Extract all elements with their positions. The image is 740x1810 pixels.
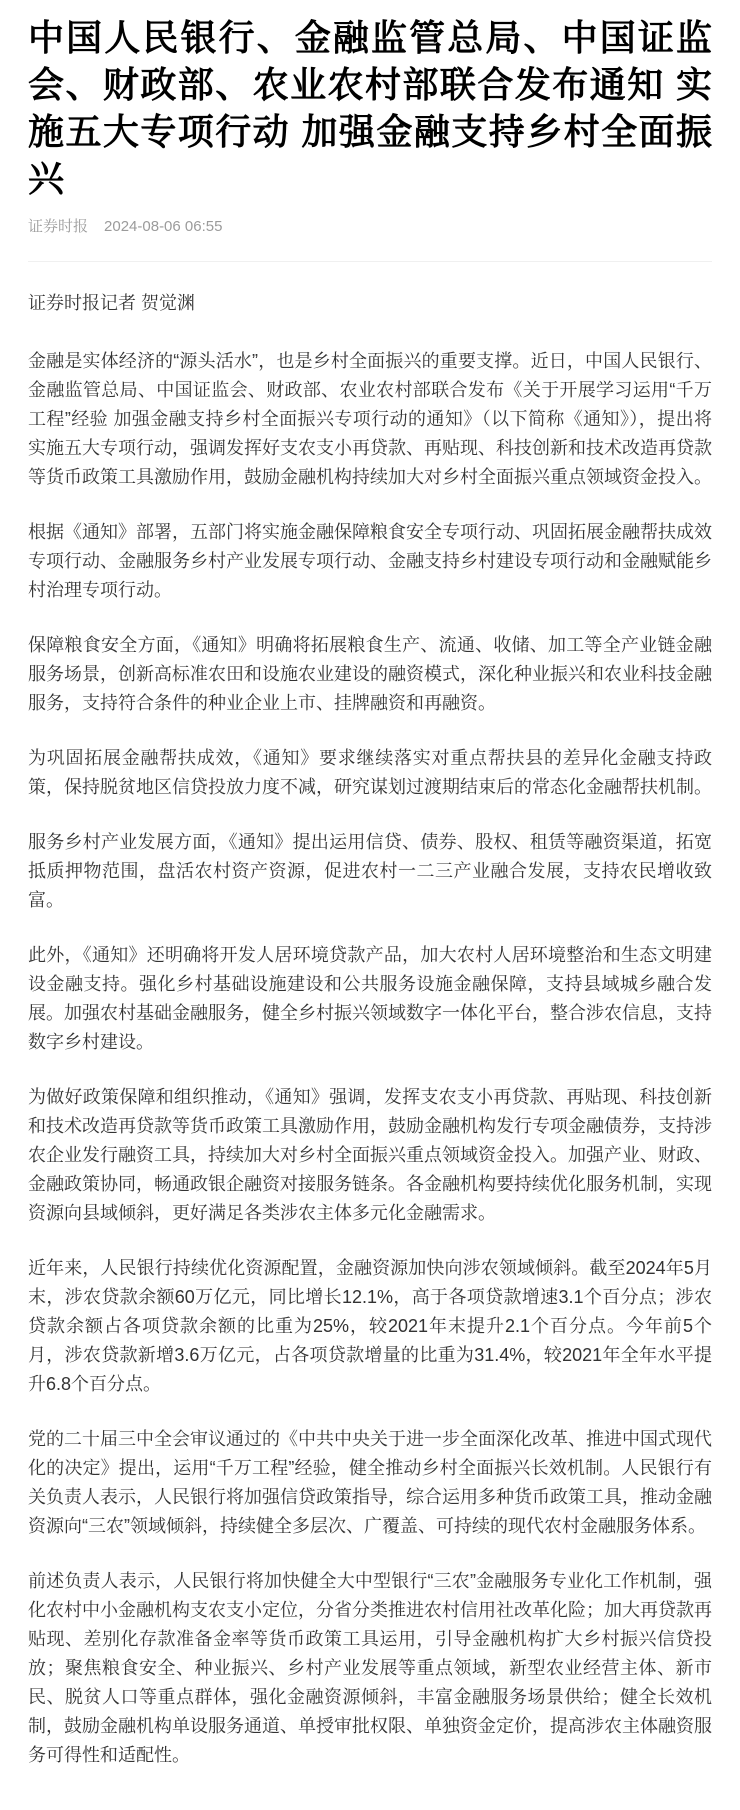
source-name: 证券时报 (28, 218, 89, 235)
article-meta (28, 216, 712, 237)
article-title: 中国人民银行、金融监管总局、中国证监会、财政部、农业农村部联合发布通知 实施五大专项行动 加强金融支持乡村全面振兴 (28, 17, 712, 199)
paragraph: 保障粮食安全方面，《通知》明确将拓展粮食生产、流通、收储、加工等全产业链金融服务场景，创新高标准农田和设施农业建设的融资模式，深化种业振兴和农业科技金融服务，支持符合条件的种业企业上市、挂牌融资和再融资。 (28, 635, 712, 713)
article-body (28, 289, 712, 1770)
meta-divider (28, 261, 712, 262)
paragraph: 前述负责人表示，人民银行将加快健全大中型银行“三农”金融服务专业化工作机制，强化农村中小金融机构支农支小定位，分省分类推进农村信用社改革化险；加大再贷款再贴现、差别化存款准备金率等货币政策工具运用，引导金融机构扩大乡村振兴信贷投放；聚焦粮食安全、种业振兴、乡村产业发展等重点领域，新型农业经营主体、新市民、脱贫人口等重点群体，强化金融资源倾斜，丰富金融服务场景供给；健全长效机制，鼓励金融机构单设服务通道、单授审批权限、单独资金定价，提高涉农主体融资服务可得性和适配性。 (28, 1571, 712, 1765)
paragraph: 根据《通知》部署，五部门将实施金融保障粮食安全专项行动、巩固拓展金融帮扶成效专项行动、金融服务乡村产业发展专项行动、金融支持乡村建设专项行动和金融赋能乡村治理专项行动。 (28, 522, 712, 600)
paragraph: 服务乡村产业发展方面，《通知》提出运用信贷、债券、股权、租赁等融资渠道，拓宽抵质押物范围，盘活农村资产资源，促进农村一二三产业融合发展，支持农民增收致富。 (28, 832, 712, 910)
paragraph: 党的二十届三中全会审议通过的《中共中央关于进一步全面深化改革、推进中国式现代化的决定》提出，运用“千万工程”经验，健全推动乡村全面振兴长效机制。人民银行有关负责人表示，人民银行将加强信贷政策指导，综合运用多种货币政策工具，推动金融资源向“三农”领域倾斜，持续健全多层次、广覆盖、可持续的现代农村金融服务体系。 (28, 1429, 712, 1536)
paragraph: 为巩固拓展金融帮扶成效，《通知》要求继续落实对重点帮扶县的差异化金融支持政策，保持脱贫地区信贷投放力度不减，研究谋划过渡期结束后的常态化金融帮扶机制。 (28, 748, 712, 797)
paragraph: 近年来，人民银行持续优化资源配置，金融资源加快向涉农领域倾斜。截至2024年5月末，涉农贷款余额60万亿元，同比增长12.1%，高于各项贷款增速3.1个百分点；涉农贷款余额占各项贷款余额的比重为25%，较2021年末提升2.1个百分点。今年前5个月，涉农贷款新增3.6万亿元，占各项贷款增量的比重为31.4%，较2021年全年水平提升6.8个百分点。 (28, 1258, 712, 1394)
byline: 证券时报记者 贺觉渊 (28, 293, 196, 313)
paragraph: 金融是实体经济的“源头活水”，也是乡村全面振兴的重要支撑。近日，中国人民银行、金融监管总局、中国证监会、财政部、农业农村部联合发布《关于开展学习运用“千万工程”经验 加强金融支持乡村全面振兴专项行动的通知》（以下简称《通知》），提出将实施五大专项行动，强调发挥好支农支小再贷款、再贴现、科技创新和技术改造再贷款等货币政策工具激励作用，鼓励金融机构持续加大对乡村全面振兴重点领域资金投入。 (28, 351, 712, 487)
publish-time: 2024-08-06 06:55 (104, 218, 223, 235)
paragraph: 为做好政策保障和组织推动，《通知》强调，发挥支农支小再贷款、再贴现、科技创新和技术改造再贷款等货币政策工具激励作用，鼓励金融机构发行专项金融债券，支持涉农企业发行融资工具，持续加大对乡村全面振兴重点领域资金投入。加强产业、财政、金融政策协同，畅通政银企融资对接服务链条。各金融机构要持续优化服务机制，实现资源向县域倾斜，更好满足各类涉农主体多元化金融需求。 (28, 1087, 712, 1223)
paragraph: 此外，《通知》还明确将开发人居环境贷款产品，加大农村人居环境整治和生态文明建设金融支持。强化乡村基础设施建设和公共服务设施金融保障，支持县域城乡融合发展。加强农村基础金融服务，健全乡村振兴领域数字一体化平台，整合涉农信息，支持数字乡村建设。 (28, 945, 712, 1052)
